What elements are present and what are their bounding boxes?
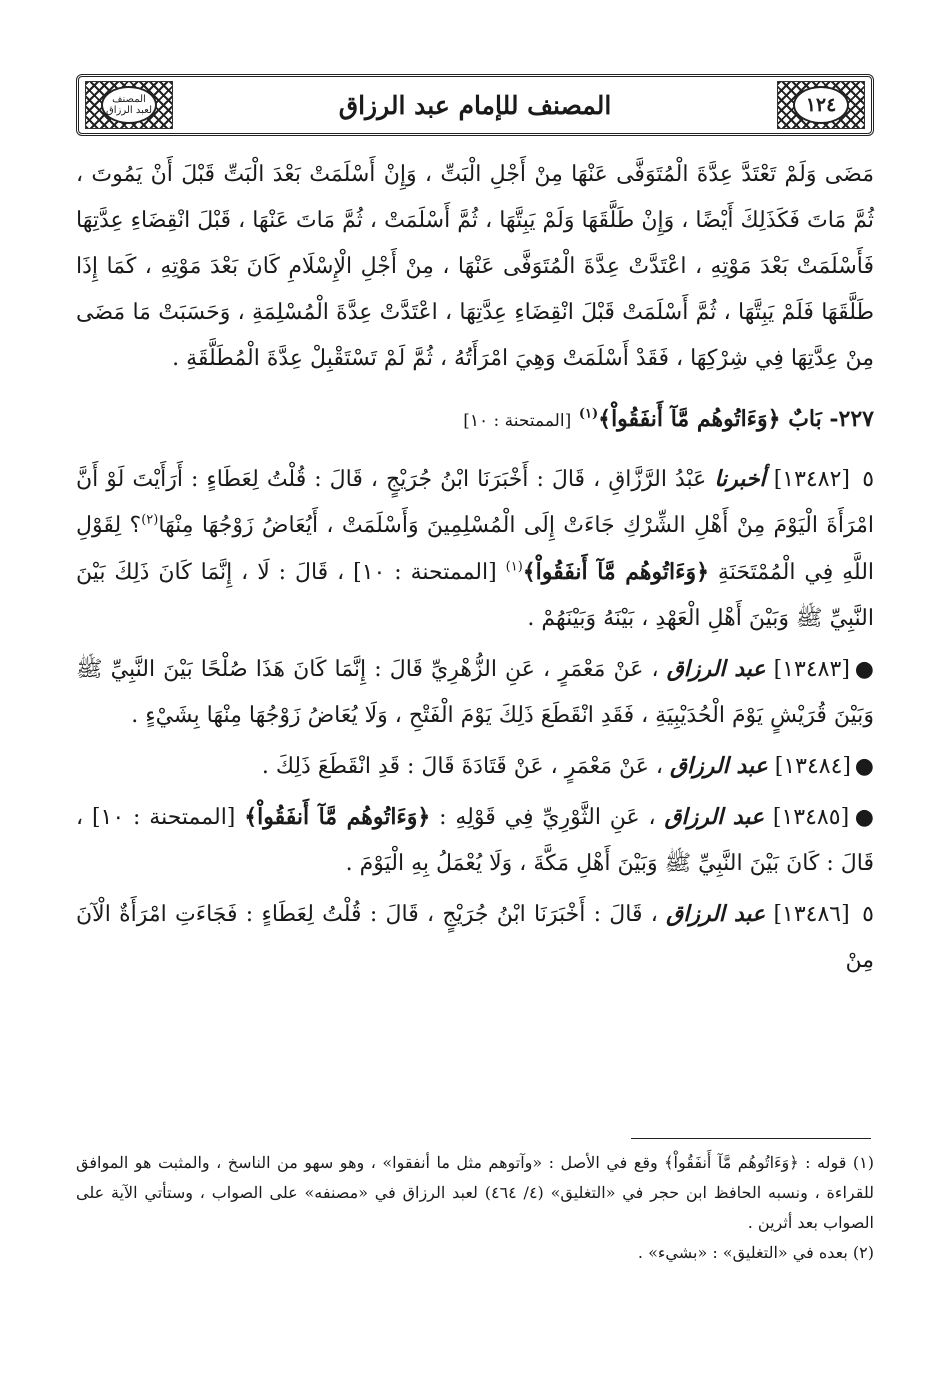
footnote (76, 1238, 874, 1268)
entry-narrator: عبد الرزاق (664, 804, 765, 830)
entry-number: [١٣٤٨٣] (773, 657, 850, 682)
entry-text: ، عَنْ مَعْمَرٍ ، عَنْ قَتَادَةَ قَالَ : قَدِ انْقَطَعَ ذَلِكَ . (261, 754, 663, 779)
entry-ayah: ﴿وَءَاتُوهُم مَّآ أَنفَقُواْ﴾ (522, 559, 709, 585)
entry-text: ، عَنْ مَعْمَرٍ ، عَنِ الزُّهْرِيِّ قَالَ : إِنَّمَا كَانَ هَذَا صُلْحًا بَيْنَ النَّبِيِّ ﷺ وَبَيْنَ قُرَيْشٍ يَوْمَ الْحُدَيْبِيَةِ ، فَقَدِ انْقَطَعَ ذَلِكَ يَوْمَ الْفَتْحِ ، وَلَا يُعَاضُ زَوْجُهَا مِنْهَا بِشَيْءٍ . (76, 657, 874, 728)
chapter-ayah-reference: [الممتحنة : ١٠] (463, 411, 572, 431)
entry-number: [١٣٤٨٦] (773, 902, 850, 927)
entry-narrator: عبد الرزاق (666, 656, 766, 682)
page-number: ١٢٤ (793, 86, 849, 124)
entry-narrator: عبد الرزاق (666, 901, 766, 927)
footnote-ref: (١) (578, 406, 599, 422)
running-title: المصنف للإمام عبد الرزاق (338, 90, 612, 120)
footnote (76, 1148, 874, 1238)
chapter-number: ٢٢٧- بَابٌ (788, 406, 874, 432)
footnote-text: قوله : ﴿وَءَاتُوهُم مَّآ أَنفَقُواْ﴾ وقع في الأصل : «وآتوهم مثل ما أنفقوا» ، وهو سهو من الناسخ ، والمثبت هو الموافق للقراءة ، ونسبه الحافظ ابن حجر في «التغليق» (٤/ ٤٦٤) لعبد الرزاق في «مصنفه» على الصواب ، وستأتي الآية على الصواب بعد أثرين . (76, 1153, 874, 1232)
page-header (76, 74, 874, 136)
entry-narrator: عبد الرزاق (669, 753, 768, 779)
footnote-label: (١) (852, 1153, 874, 1172)
intro-paragraph: مَضَى وَلَمْ تَعْتَدَّ عِدَّةَ الْمُتَوَفَّى عَنْهَا مِنْ أَجْلِ الْبَتِّ ، وَإِنْ أَسْلَمَتْ بَعْدَ الْبَتِّ قَبْلَ أَنْ يَمُوتَ ، ثُمَّ مَاتَ فَكَذَلِكَ أَيْضًا ، وَإِنْ طَلَّقَهَا وَلَمْ يَبِتَّهَا ، ثُمَّ أَسْلَمَتْ ، ثُمَّ مَاتَ عَنْهَا ، قَبْلَ انْقِضَاءِ عِدَّتِهَا فَأَسْلَمَتْ بَعْدَ مَوْتِهِ ، اعْتَدَّتْ عِدَّةَ الْمُتَوَفَّى عَنْهَا ، مِنْ أَجْلِ الْإِسْلَامِ كَانَ بَعْدَ مَوْتِهِ ، كَمَا إِذَا طَلَّقَهَا فَلَمْ يَبِتَّهَا ، ثُمَّ أَسْلَمَتْ قَبْلَ انْقِضَاءِ عِدَّتِهَا ، اعْتَدَّتْ عِدَّةَ الْمُسْلِمَةِ ، وَحَسَبَتْ مَا مَضَى مِنْ عِدَّتِهَا فِي شِرْكِهَا ، فَقَدْ أَسْلَمَتْ وَهِيَ امْرَأَتُهُ ، ثُمَّ لَمْ تَسْتَقْبِلْ عِدَّةَ الْمُطَلَّقَةِ . (76, 162, 874, 371)
hadith-entry (76, 743, 874, 790)
entry-text: ، قَالَ : أَخْبَرَنَا ابْنُ جُرَيْجٍ ، قَالَ : قُلْتُ لِعَطَاءٍ : فَجَاءَتِ امْرَأَةٌ الْآنَ مِنْ (76, 902, 874, 973)
entry-number: [١٣٤٨٢] (773, 467, 850, 492)
entry-ayah-reference: [الممتحنة : ١٠] (353, 560, 497, 585)
main-text (76, 152, 874, 988)
entry-number: [١٣٤٨٤] (774, 754, 851, 779)
entry-text-continued: ، قَالَ : كَانَ بَيْنَ النَّبِيِّ ﷺ وَبَيْنَ أَهْلِ مَكَّةَ ، وَلَا يُعْمَلُ بِهِ الْيَوْمَ . (76, 805, 874, 876)
entry-ayah-reference: [الممتحنة : ١٠] (91, 805, 236, 830)
entry-text-continued: ؟ لِقَوْلِ اللَّهِ فِي الْمُمْتَحَنَةِ (76, 513, 875, 585)
entry-number: [١٣٤٨٥] (772, 805, 850, 830)
entry-marker: ● (854, 657, 874, 682)
footnote-label: (٢) (852, 1243, 874, 1262)
entry-text-end: ، قَالَ : لَا ، إِنَّمَا كَانَ ذَلِكَ بَيْنَ النَّبِيِّ ﷺ وَبَيْنَ أَهْلِ الْعَهْدِ ، بَيْنَهُ وَبَيْنَهُمْ . (76, 560, 874, 631)
entry-ayah: ﴿وَءَاتُوهُم مَّآ أَنفَقُواْ﴾ (244, 804, 431, 830)
hadith-entry (76, 794, 874, 887)
footnote-ref: (٢) (141, 512, 159, 528)
footnote-ref: (١) (505, 559, 523, 575)
entry-marker: ● (854, 754, 874, 779)
hadith-entry (76, 891, 874, 984)
page-number-ornament (777, 81, 865, 129)
book-emblem (85, 81, 173, 129)
hadith-entry (76, 456, 874, 642)
entry-marker: ٥ (862, 902, 874, 927)
chapter-ayah: ﴿وَءَاتُوهُم مَّآ أَنفَقُواْ﴾ (598, 406, 781, 432)
footnote-divider (631, 1138, 871, 1139)
entry-narrator: أخبرنا (714, 466, 766, 492)
chapter-heading (76, 396, 874, 444)
entry-marker: ● (854, 805, 874, 830)
entry-text: عَبْدُ الرَّزَّاقِ ، قَالَ : أَخْبَرَنَا ابْنُ جُرَيْجٍ ، قَالَ : قُلْتُ لِعَطَاءٍ : أَرَأَيْتَ لَوْ أَنَّ امْرَأَةَ الْيَوْمَ مِنْ أَهْلِ الشِّرْكِ جَاءَتْ إِلَى الْمُسْلِمِينَ وَأَسْلَمَتْ ، أَيُعَاضُ زَوْجُهَا مِنْهَا (76, 467, 874, 538)
book-emblem-text: المصنف لعبد الرزاق (101, 86, 157, 124)
footnotes (76, 1148, 874, 1268)
footnote-text: بعده في «التغليق» : «بشيء» . (637, 1243, 848, 1262)
entry-marker: ٥ (862, 467, 875, 492)
hadith-entry (76, 646, 874, 739)
entry-text: ، عَنِ الثَّوْرِيِّ فِي قَوْلِهِ : (439, 805, 656, 830)
